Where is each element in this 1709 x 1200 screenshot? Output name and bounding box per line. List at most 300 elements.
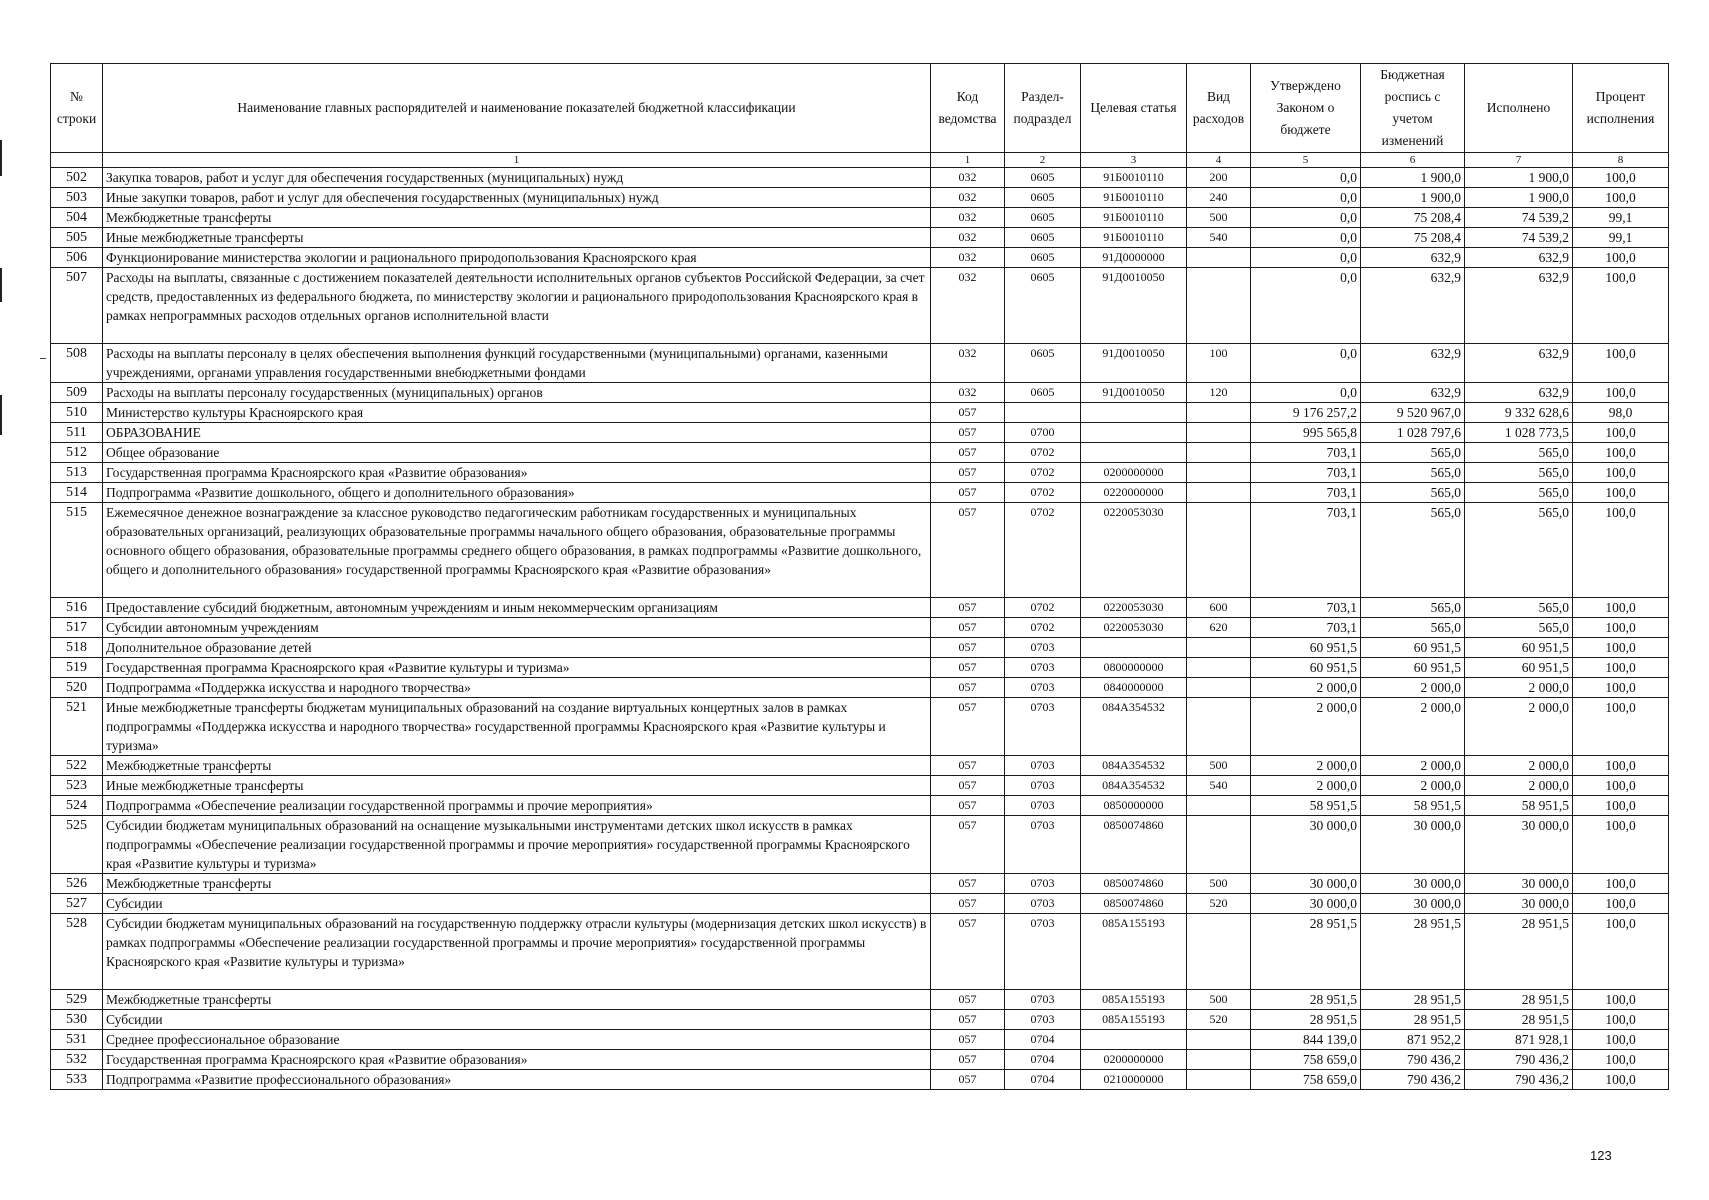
percent-cell: 100,0 <box>1573 598 1669 618</box>
section-cell: 0702 <box>1005 483 1081 503</box>
table-row <box>51 248 1669 268</box>
dept-code-cell: 057 <box>931 816 1005 874</box>
expense-type-cell <box>1187 1070 1251 1090</box>
table-row <box>51 208 1669 228</box>
budget-schedule-cell: 632,9 <box>1361 268 1465 344</box>
approved-cell: 2 000,0 <box>1251 678 1361 698</box>
table-header-row <box>51 64 1669 153</box>
budget-schedule-cell: 1 028 797,6 <box>1361 423 1465 443</box>
dept-code-cell: 032 <box>931 268 1005 344</box>
scan-margin-mark <box>0 268 2 302</box>
target-article-cell: 0220053030 <box>1081 598 1187 618</box>
expense-type-cell <box>1187 1050 1251 1070</box>
section-cell: 0703 <box>1005 1010 1081 1030</box>
budget-schedule-cell: 30 000,0 <box>1361 816 1465 874</box>
dept-code-cell: 057 <box>931 423 1005 443</box>
approved-cell: 0,0 <box>1251 344 1361 383</box>
dept-code-cell: 032 <box>931 168 1005 188</box>
target-article-cell: 085A155193 <box>1081 914 1187 990</box>
target-article-cell: 91Д0010050 <box>1081 268 1187 344</box>
approved-cell: 0,0 <box>1251 168 1361 188</box>
dept-code-cell: 057 <box>931 914 1005 990</box>
row-number: 524 <box>51 796 103 816</box>
executed-cell: 565,0 <box>1465 463 1573 483</box>
row-name: Субсидии бюджетам муниципальных образований на оснащение музыкальными инструментами детских школ искусств в рамках подпрограммы «Обеспечение реализации государственной программы и прочие мероприятия» государственной программы Красноярского края «Развитие культуры и туризма» <box>103 816 931 874</box>
header-executed: Исполнено <box>1465 64 1573 153</box>
row-name: Подпрограмма «Развитие дошкольного, общего и дополнительного образования» <box>103 483 931 503</box>
table-row <box>51 344 1669 383</box>
row-number: 516 <box>51 598 103 618</box>
dept-code-cell: 032 <box>931 383 1005 403</box>
section-cell: 0702 <box>1005 503 1081 598</box>
row-name: Субсидии бюджетам муниципальных образований на государственную поддержку отрасли культуры (модернизация детских школ искусств) в рамках подпрограммы «Обеспечение реализации государственной программы и прочие мероприятия» государственной программы Красноярского края «Развитие культуры и туризма» <box>103 914 931 990</box>
budget-schedule-cell: 60 951,5 <box>1361 658 1465 678</box>
target-article-cell: 0200000000 <box>1081 463 1187 483</box>
dept-code-cell: 057 <box>931 503 1005 598</box>
percent-cell: 100,0 <box>1573 1070 1669 1090</box>
expense-type-cell <box>1187 443 1251 463</box>
target-article-cell <box>1081 443 1187 463</box>
executed-cell: 74 539,2 <box>1465 228 1573 248</box>
percent-cell: 100,0 <box>1573 268 1669 344</box>
executed-cell: 565,0 <box>1465 618 1573 638</box>
dept-code-cell: 057 <box>931 990 1005 1010</box>
target-article-cell: 91Д0010050 <box>1081 383 1187 403</box>
table-row <box>51 618 1669 638</box>
executed-cell: 1 900,0 <box>1465 168 1573 188</box>
approved-cell: 30 000,0 <box>1251 874 1361 894</box>
row-name: Государственная программа Красноярского края «Развитие культуры и туризма» <box>103 658 931 678</box>
row-name: Подпрограмма «Развитие профессионального образования» <box>103 1070 931 1090</box>
dept-code-cell: 057 <box>931 1070 1005 1090</box>
table-row <box>51 228 1669 248</box>
section-cell: 0703 <box>1005 990 1081 1010</box>
row-name: Расходы на выплаты персоналу в целях обеспечения выполнения функций государственными (муниципальными) органами, казенными учреждениями, органами управления государственными внебюджетными фондами <box>103 344 931 383</box>
header-percent: Процент исполнения <box>1573 64 1669 153</box>
percent-cell: 100,0 <box>1573 776 1669 796</box>
expense-type-cell <box>1187 816 1251 874</box>
row-number: 533 <box>51 1070 103 1090</box>
row-number: 531 <box>51 1030 103 1050</box>
expense-type-cell: 240 <box>1187 188 1251 208</box>
percent-cell: 100,0 <box>1573 1030 1669 1050</box>
percent-cell: 100,0 <box>1573 658 1669 678</box>
executed-cell: 2 000,0 <box>1465 776 1573 796</box>
scan-margin-dash <box>40 358 46 359</box>
column-number: 5 <box>1251 153 1361 168</box>
percent-cell: 100,0 <box>1573 383 1669 403</box>
row-name: Иные межбюджетные трансферты бюджетам муниципальных образований на создание виртуальных концертных залов в рамках подпрограммы «Поддержка искусства и народного творчества» государственной программы Красноярского края «Развитие культуры и туризма» <box>103 698 931 756</box>
expense-type-cell <box>1187 638 1251 658</box>
target-article-cell: 084A354532 <box>1081 698 1187 756</box>
row-name: Ежемесячное денежное вознаграждение за классное руководство педагогическим работникам государственных и муниципальных образовательных организаций, реализующих образовательные программы начального общего образования, образовательные программы основного общего образования, образовательные программы среднего общего образования, в рамках подпрограммы «Развитие дошкольного, общего и дополнительного образования» государственной программы Красноярского края «Развитие образования» <box>103 503 931 598</box>
expense-type-cell: 620 <box>1187 618 1251 638</box>
expense-type-cell <box>1187 658 1251 678</box>
executed-cell: 790 436,2 <box>1465 1070 1573 1090</box>
budget-schedule-cell: 9 520 967,0 <box>1361 403 1465 423</box>
row-number: 522 <box>51 756 103 776</box>
section-cell: 0704 <box>1005 1070 1081 1090</box>
target-article-cell: 91Б0010110 <box>1081 168 1187 188</box>
target-article-cell: 0210000000 <box>1081 1070 1187 1090</box>
dept-code-cell: 057 <box>931 894 1005 914</box>
executed-cell: 60 951,5 <box>1465 638 1573 658</box>
expense-type-cell: 540 <box>1187 776 1251 796</box>
percent-cell: 100,0 <box>1573 344 1669 383</box>
column-number: 3 <box>1081 153 1187 168</box>
expense-type-cell <box>1187 248 1251 268</box>
target-article-cell: 0200000000 <box>1081 1050 1187 1070</box>
expense-type-cell: 600 <box>1187 598 1251 618</box>
dept-code-cell: 057 <box>931 598 1005 618</box>
section-cell: 0605 <box>1005 188 1081 208</box>
target-article-cell <box>1081 638 1187 658</box>
budget-schedule-cell: 565,0 <box>1361 618 1465 638</box>
executed-cell: 30 000,0 <box>1465 816 1573 874</box>
expense-type-cell <box>1187 483 1251 503</box>
section-cell: 0703 <box>1005 658 1081 678</box>
budget-schedule-cell: 632,9 <box>1361 344 1465 383</box>
table-row <box>51 188 1669 208</box>
header-target-article: Целевая статья <box>1081 64 1187 153</box>
table-row <box>51 698 1669 756</box>
expense-type-cell: 500 <box>1187 208 1251 228</box>
row-name: Межбюджетные трансферты <box>103 208 931 228</box>
section-cell: 0605 <box>1005 168 1081 188</box>
header-expense-type: Вид расходов <box>1187 64 1251 153</box>
row-number: 521 <box>51 698 103 756</box>
target-article-cell: 084A354532 <box>1081 756 1187 776</box>
percent-cell: 100,0 <box>1573 483 1669 503</box>
target-article-cell: 084A354532 <box>1081 776 1187 796</box>
dept-code-cell: 057 <box>931 1010 1005 1030</box>
executed-cell: 60 951,5 <box>1465 658 1573 678</box>
dept-code-cell: 057 <box>931 658 1005 678</box>
percent-cell: 100,0 <box>1573 503 1669 598</box>
approved-cell: 703,1 <box>1251 483 1361 503</box>
target-article-cell: 0220053030 <box>1081 618 1187 638</box>
table-row <box>51 894 1669 914</box>
executed-cell: 9 332 628,6 <box>1465 403 1573 423</box>
section-cell: 0700 <box>1005 423 1081 443</box>
approved-cell: 0,0 <box>1251 228 1361 248</box>
budget-schedule-cell: 58 951,5 <box>1361 796 1465 816</box>
scan-margin-mark <box>0 140 2 176</box>
row-name: Межбюджетные трансферты <box>103 874 931 894</box>
target-article-cell: 0850074860 <box>1081 894 1187 914</box>
expense-type-cell: 120 <box>1187 383 1251 403</box>
table-row <box>51 463 1669 483</box>
section-cell: 0605 <box>1005 268 1081 344</box>
row-name: Государственная программа Красноярского края «Развитие образования» <box>103 1050 931 1070</box>
section-cell: 0703 <box>1005 638 1081 658</box>
row-name: Субсидии <box>103 1010 931 1030</box>
budget-schedule-cell: 60 951,5 <box>1361 638 1465 658</box>
row-name: Дополнительное образование детей <box>103 638 931 658</box>
dept-code-cell: 032 <box>931 344 1005 383</box>
percent-cell: 100,0 <box>1573 990 1669 1010</box>
row-number: 508 <box>51 344 103 383</box>
table-row <box>51 598 1669 618</box>
target-article-cell <box>1081 423 1187 443</box>
section-cell: 0703 <box>1005 874 1081 894</box>
budget-schedule-cell: 28 951,5 <box>1361 990 1465 1010</box>
executed-cell: 1 900,0 <box>1465 188 1573 208</box>
column-number: 7 <box>1465 153 1573 168</box>
target-article-cell: 91Д0000000 <box>1081 248 1187 268</box>
budget-schedule-cell: 75 208,4 <box>1361 208 1465 228</box>
dept-code-cell: 057 <box>931 618 1005 638</box>
percent-cell: 100,0 <box>1573 816 1669 874</box>
budget-schedule-cell: 2 000,0 <box>1361 776 1465 796</box>
section-cell: 0703 <box>1005 698 1081 756</box>
approved-cell: 703,1 <box>1251 463 1361 483</box>
row-number: 509 <box>51 383 103 403</box>
header-approved: Утверждено Законом о бюджете <box>1251 64 1361 153</box>
table-row <box>51 268 1669 344</box>
percent-cell: 100,0 <box>1573 1010 1669 1030</box>
row-name: Подпрограмма «Поддержка искусства и народного творчества» <box>103 678 931 698</box>
budget-schedule-cell: 30 000,0 <box>1361 894 1465 914</box>
table-row <box>51 914 1669 990</box>
approved-cell: 30 000,0 <box>1251 894 1361 914</box>
executed-cell: 565,0 <box>1465 443 1573 463</box>
approved-cell: 9 176 257,2 <box>1251 403 1361 423</box>
approved-cell: 28 951,5 <box>1251 990 1361 1010</box>
table-row <box>51 168 1669 188</box>
percent-cell: 100,0 <box>1573 756 1669 776</box>
percent-cell: 98,0 <box>1573 403 1669 423</box>
table-row <box>51 874 1669 894</box>
table-row <box>51 638 1669 658</box>
percent-cell: 99,1 <box>1573 228 1669 248</box>
section-cell: 0703 <box>1005 796 1081 816</box>
row-name: Субсидии автономным учреждениям <box>103 618 931 638</box>
row-name: Министерство культуры Красноярского края <box>103 403 931 423</box>
expense-type-cell: 500 <box>1187 874 1251 894</box>
budget-schedule-cell: 790 436,2 <box>1361 1070 1465 1090</box>
executed-cell: 790 436,2 <box>1465 1050 1573 1070</box>
section-cell: 0703 <box>1005 894 1081 914</box>
budget-schedule-cell: 565,0 <box>1361 483 1465 503</box>
executed-cell: 871 928,1 <box>1465 1030 1573 1050</box>
executed-cell: 28 951,5 <box>1465 914 1573 990</box>
executed-cell: 74 539,2 <box>1465 208 1573 228</box>
approved-cell: 844 139,0 <box>1251 1030 1361 1050</box>
row-number: 503 <box>51 188 103 208</box>
target-article-cell: 0220053030 <box>1081 503 1187 598</box>
percent-cell: 100,0 <box>1573 188 1669 208</box>
table-row <box>51 678 1669 698</box>
expense-type-cell <box>1187 698 1251 756</box>
header-budget-schedule: Бюджетная роспись с учетом изменений <box>1361 64 1465 153</box>
expense-type-cell <box>1187 1030 1251 1050</box>
table-row <box>51 1050 1669 1070</box>
expense-type-cell <box>1187 463 1251 483</box>
dept-code-cell: 057 <box>931 638 1005 658</box>
row-number: 502 <box>51 168 103 188</box>
row-name: Субсидии <box>103 894 931 914</box>
row-name: Общее образование <box>103 443 931 463</box>
row-number: 529 <box>51 990 103 1010</box>
dept-code-cell: 032 <box>931 208 1005 228</box>
percent-cell: 99,1 <box>1573 208 1669 228</box>
percent-cell: 100,0 <box>1573 423 1669 443</box>
percent-cell: 100,0 <box>1573 248 1669 268</box>
header-dept-code: Код ведомства <box>931 64 1005 153</box>
column-number: 8 <box>1573 153 1669 168</box>
row-name: Закупка товаров, работ и услуг для обеспечения государственных (муниципальных) нужд <box>103 168 931 188</box>
dept-code-cell: 057 <box>931 1030 1005 1050</box>
dept-code-cell: 057 <box>931 403 1005 423</box>
target-article-cell: 0850074860 <box>1081 816 1187 874</box>
target-article-cell: 91Б0010110 <box>1081 208 1187 228</box>
executed-cell: 565,0 <box>1465 598 1573 618</box>
table-row <box>51 1030 1669 1050</box>
section-cell: 0702 <box>1005 598 1081 618</box>
row-number: 532 <box>51 1050 103 1070</box>
row-name: Иные закупки товаров, работ и услуг для обеспечения государственных (муниципальных) нужд <box>103 188 931 208</box>
approved-cell: 60 951,5 <box>1251 638 1361 658</box>
section-cell: 0702 <box>1005 443 1081 463</box>
approved-cell: 995 565,8 <box>1251 423 1361 443</box>
budget-schedule-cell: 632,9 <box>1361 383 1465 403</box>
section-cell: 0605 <box>1005 208 1081 228</box>
target-article-cell <box>1081 1030 1187 1050</box>
approved-cell: 2 000,0 <box>1251 698 1361 756</box>
row-number: 517 <box>51 618 103 638</box>
row-number: 520 <box>51 678 103 698</box>
executed-cell: 632,9 <box>1465 248 1573 268</box>
section-cell: 0703 <box>1005 816 1081 874</box>
section-cell: 0702 <box>1005 463 1081 483</box>
executed-cell: 28 951,5 <box>1465 1010 1573 1030</box>
executed-cell: 2 000,0 <box>1465 756 1573 776</box>
row-number: 526 <box>51 874 103 894</box>
row-number: 518 <box>51 638 103 658</box>
table-row <box>51 776 1669 796</box>
approved-cell: 28 951,5 <box>1251 1010 1361 1030</box>
row-number: 528 <box>51 914 103 990</box>
dept-code-cell: 057 <box>931 756 1005 776</box>
row-name: Государственная программа Красноярского края «Развитие образования» <box>103 463 931 483</box>
percent-cell: 100,0 <box>1573 894 1669 914</box>
header-name: Наименование главных распорядителей и наименование показателей бюджетной классификации <box>103 64 931 153</box>
table-row <box>51 503 1669 598</box>
executed-cell: 1 028 773,5 <box>1465 423 1573 443</box>
section-cell: 0605 <box>1005 228 1081 248</box>
expense-type-cell <box>1187 503 1251 598</box>
column-number: 2 <box>1005 153 1081 168</box>
expense-type-cell <box>1187 796 1251 816</box>
table-row <box>51 383 1669 403</box>
row-number: 512 <box>51 443 103 463</box>
executed-cell: 2 000,0 <box>1465 698 1573 756</box>
row-number: 523 <box>51 776 103 796</box>
table-row <box>51 658 1669 678</box>
approved-cell: 703,1 <box>1251 503 1361 598</box>
row-number: 527 <box>51 894 103 914</box>
target-article-cell: 0850074860 <box>1081 874 1187 894</box>
dept-code-cell: 057 <box>931 776 1005 796</box>
row-name: Предоставление субсидий бюджетным, автономным учреждениям и иным некоммерческим организациям <box>103 598 931 618</box>
row-number: 510 <box>51 403 103 423</box>
approved-cell: 60 951,5 <box>1251 658 1361 678</box>
dept-code-cell: 057 <box>931 1050 1005 1070</box>
approved-cell: 0,0 <box>1251 268 1361 344</box>
row-name: Функционирование министерства экологии и рационального природопользования Красноярского края <box>103 248 931 268</box>
row-number: 506 <box>51 248 103 268</box>
table-row <box>51 990 1669 1010</box>
approved-cell: 28 951,5 <box>1251 914 1361 990</box>
dept-code-cell: 032 <box>931 228 1005 248</box>
executed-cell: 2 000,0 <box>1465 678 1573 698</box>
percent-cell: 100,0 <box>1573 874 1669 894</box>
section-cell: 0605 <box>1005 383 1081 403</box>
row-name: Межбюджетные трансферты <box>103 990 931 1010</box>
row-number: 511 <box>51 423 103 443</box>
column-number: 4 <box>1187 153 1251 168</box>
approved-cell: 0,0 <box>1251 383 1361 403</box>
budget-schedule-cell: 871 952,2 <box>1361 1030 1465 1050</box>
target-article-cell: 0850000000 <box>1081 796 1187 816</box>
row-number: 507 <box>51 268 103 344</box>
section-cell: 0605 <box>1005 248 1081 268</box>
table-row <box>51 756 1669 776</box>
target-article-cell: 91Б0010110 <box>1081 188 1187 208</box>
row-number: 505 <box>51 228 103 248</box>
expense-type-cell: 100 <box>1187 344 1251 383</box>
budget-schedule-cell: 1 900,0 <box>1361 188 1465 208</box>
percent-cell: 100,0 <box>1573 698 1669 756</box>
expense-type-cell: 500 <box>1187 756 1251 776</box>
target-article-cell: 0220000000 <box>1081 483 1187 503</box>
table-row <box>51 403 1669 423</box>
percent-cell: 100,0 <box>1573 443 1669 463</box>
executed-cell: 28 951,5 <box>1465 990 1573 1010</box>
budget-schedule-cell: 2 000,0 <box>1361 756 1465 776</box>
approved-cell: 30 000,0 <box>1251 816 1361 874</box>
executed-cell: 632,9 <box>1465 268 1573 344</box>
expense-type-cell: 200 <box>1187 168 1251 188</box>
percent-cell: 100,0 <box>1573 618 1669 638</box>
approved-cell: 0,0 <box>1251 188 1361 208</box>
percent-cell: 100,0 <box>1573 678 1669 698</box>
budget-schedule-cell: 565,0 <box>1361 443 1465 463</box>
dept-code-cell: 057 <box>931 698 1005 756</box>
target-article-cell: 91Д0010050 <box>1081 344 1187 383</box>
section-cell: 0704 <box>1005 1030 1081 1050</box>
page-number: 123 <box>1590 1148 1612 1163</box>
approved-cell: 703,1 <box>1251 598 1361 618</box>
budget-schedule-cell: 75 208,4 <box>1361 228 1465 248</box>
row-number: 513 <box>51 463 103 483</box>
section-cell: 0703 <box>1005 678 1081 698</box>
approved-cell: 58 951,5 <box>1251 796 1361 816</box>
column-number: 1 <box>103 153 931 168</box>
approved-cell: 2 000,0 <box>1251 776 1361 796</box>
row-name: Среднее профессиональное образование <box>103 1030 931 1050</box>
budget-schedule-cell: 28 951,5 <box>1361 914 1465 990</box>
budget-schedule-cell: 565,0 <box>1361 503 1465 598</box>
approved-cell: 758 659,0 <box>1251 1070 1361 1090</box>
approved-cell: 2 000,0 <box>1251 756 1361 776</box>
executed-cell: 632,9 <box>1465 383 1573 403</box>
expense-type-cell <box>1187 914 1251 990</box>
approved-cell: 703,1 <box>1251 618 1361 638</box>
dept-code-cell: 057 <box>931 796 1005 816</box>
row-name: Расходы на выплаты, связанные с достижением показателей деятельности исполнительных органов субъектов Российской Федерации, за счет средств, предоставленных из федерального бюджета, по министерству экологии и рационального природопользования Красноярского края в рамках непрограммных расходов отдельных органов исполнительной власти <box>103 268 931 344</box>
